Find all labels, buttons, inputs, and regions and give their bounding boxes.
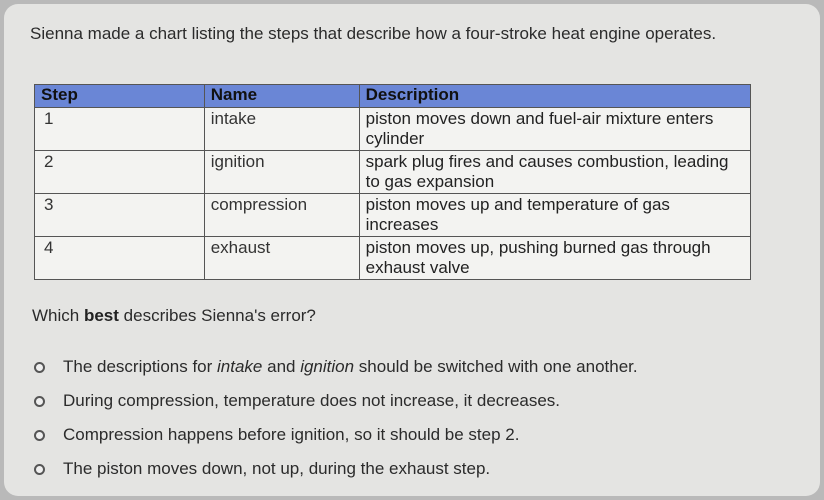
table-row	[35, 151, 751, 194]
option-label	[63, 357, 638, 377]
name-cell: exhaust	[204, 237, 359, 280]
option-text: The descriptions for	[63, 357, 218, 376]
step-cell: 3	[35, 194, 205, 237]
prompt-after: describes Sienna's error?	[118, 306, 316, 325]
answer-option-a[interactable]	[34, 350, 638, 384]
option-label: Compression happens before ignition, so it should be step 2.	[63, 425, 520, 444]
name-cell: intake	[204, 108, 359, 151]
prompt-text	[32, 306, 316, 326]
description-cell: piston moves up, pushing burned gas through exhaust valve	[359, 237, 750, 280]
radio-button[interactable]	[34, 464, 45, 475]
name-cell: ignition	[204, 151, 359, 194]
radio-button[interactable]	[34, 430, 45, 441]
step-cell: 4	[35, 237, 205, 280]
answer-option-d[interactable]	[34, 452, 638, 486]
description-cell: piston moves up and temperature of gas increases	[359, 194, 750, 237]
table-row	[35, 108, 751, 151]
description-cell: spark plug fires and causes combustion, leading to gas expansion	[359, 151, 750, 194]
option-text: should be switched with one another.	[354, 357, 638, 376]
answer-options	[34, 350, 638, 486]
question-text: Sienna made a chart listing the steps that describe how a four-stroke heat engine operates.	[30, 24, 717, 43]
header-name: Name	[204, 85, 359, 108]
table-row	[35, 194, 751, 237]
header-step: Step	[35, 85, 205, 108]
answer-option-b[interactable]	[34, 384, 638, 418]
description-cell: piston moves down and fuel-air mixture enters cylinder	[359, 108, 750, 151]
option-text-italic: ignition	[300, 357, 355, 376]
steps-table	[34, 84, 751, 280]
step-cell: 1	[35, 108, 205, 151]
option-text-italic: intake	[217, 357, 263, 376]
question-panel	[4, 4, 820, 496]
radio-button[interactable]	[34, 396, 45, 407]
prompt-emphasis: best	[83, 306, 119, 325]
name-cell: compression	[204, 194, 359, 237]
option-label: The piston moves down, not up, during the exhaust step.	[63, 459, 491, 478]
header-description: Description	[359, 85, 750, 108]
radio-button[interactable]	[34, 362, 45, 373]
table-header-row	[35, 85, 751, 108]
option-text: and	[262, 357, 301, 376]
step-cell: 2	[35, 151, 205, 194]
prompt-before: Which	[32, 306, 84, 325]
table-row	[35, 237, 751, 280]
answer-option-c[interactable]	[34, 418, 638, 452]
option-label: During compression, temperature does not increase, it decreases.	[63, 391, 561, 410]
